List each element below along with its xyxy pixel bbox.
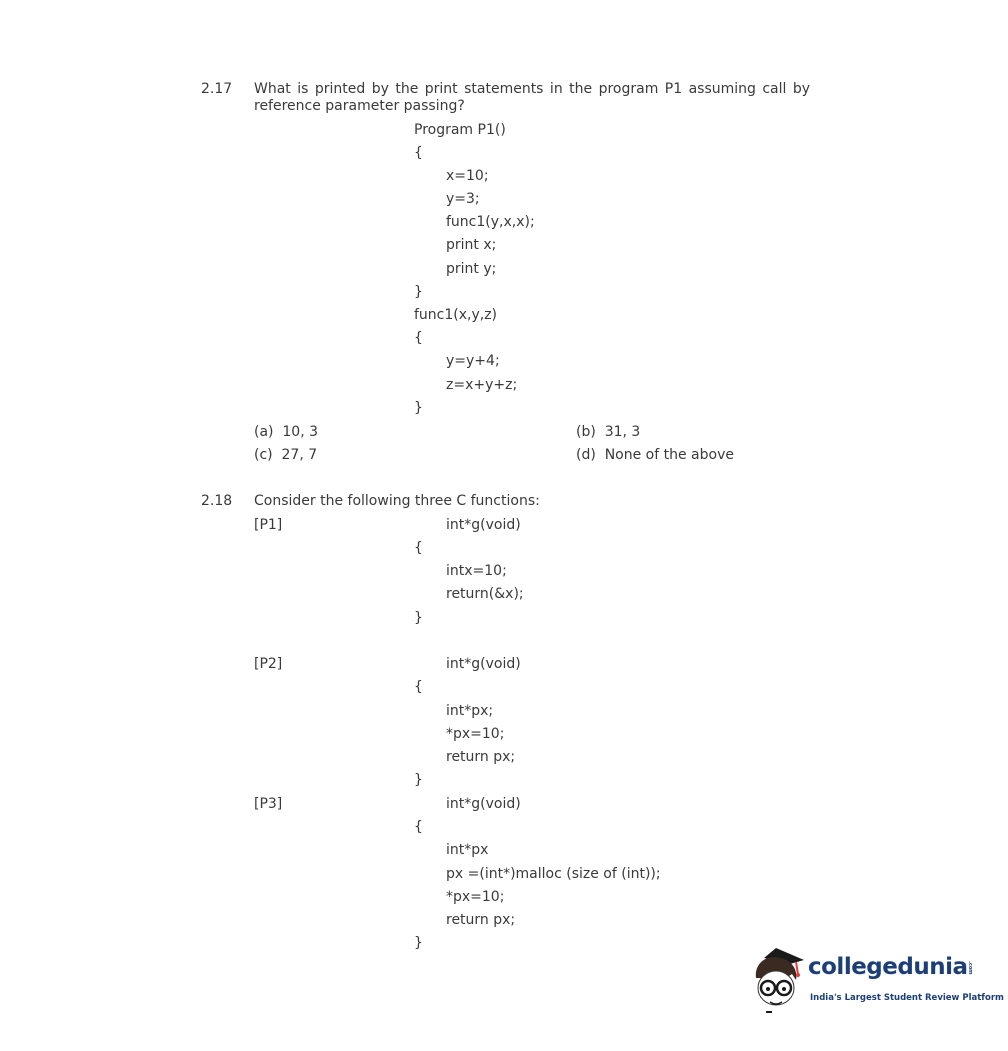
code-line: } (414, 400, 423, 416)
code-line: int*g(void) (446, 656, 521, 672)
collegedunia-logo (746, 944, 1004, 1016)
logo-suffix: .com (967, 961, 973, 975)
code-line: return(&x); (446, 586, 524, 602)
code-line: x=10; (446, 168, 489, 184)
code-line: y=y+4; (446, 353, 500, 369)
code-line: } (414, 772, 423, 788)
function-label-p3: [P3] (254, 796, 283, 812)
function-label-p1: [P1] (254, 517, 283, 533)
code-line: px =(int*)malloc (size of (int)); (446, 866, 661, 882)
code-line: *px=10; (446, 726, 505, 742)
code-line: } (414, 610, 423, 626)
code-line: { (414, 819, 423, 835)
code-line: *px=10; (446, 889, 505, 905)
code-line: print y; (446, 261, 497, 277)
option-d: (d) None of the above (576, 447, 734, 463)
code-line: return px; (446, 749, 516, 765)
code-line: int*px; (446, 703, 494, 719)
option-a: (a) 10, 3 (254, 424, 319, 440)
option-b: (b) 31, 3 (576, 424, 641, 440)
code-line: func1(x,y,z) (414, 307, 498, 323)
question-text: Consider the following three C functions: (254, 493, 540, 509)
function-label-p2: [P2] (254, 656, 283, 672)
code-line: { (414, 679, 423, 695)
code-line: int*g(void) (446, 796, 521, 812)
code-line: return px; (446, 912, 516, 928)
option-c: (c) 27, 7 (254, 447, 318, 463)
code-line: z=x+y+z; (446, 377, 518, 393)
logo-wordmark: collegedunia (808, 954, 968, 980)
code-line: } (414, 284, 423, 300)
code-line: { (414, 330, 423, 346)
code-line: { (414, 540, 423, 556)
question-text-line-1: What is printed by the print statements in the program P1 assuming call by (254, 81, 811, 97)
code-line: int*px (446, 842, 489, 858)
code-line: y=3; (446, 191, 480, 207)
code-line: { (414, 145, 423, 161)
code-line: } (414, 935, 423, 951)
question-number: 2.18 (201, 493, 233, 509)
question-text-line-2: reference parameter passing? (254, 98, 465, 114)
code-line: intx=10; (446, 563, 507, 579)
question-number: 2.17 (201, 81, 233, 97)
code-line: int*g(void) (446, 517, 521, 533)
code-line: Program P1() (414, 122, 506, 138)
code-line: print x; (446, 237, 497, 253)
student-mascot-icon (746, 944, 810, 1016)
logo-tagline: India's Largest Student Review Platform (810, 993, 1004, 1003)
code-line: func1(y,x,x); (446, 214, 535, 230)
